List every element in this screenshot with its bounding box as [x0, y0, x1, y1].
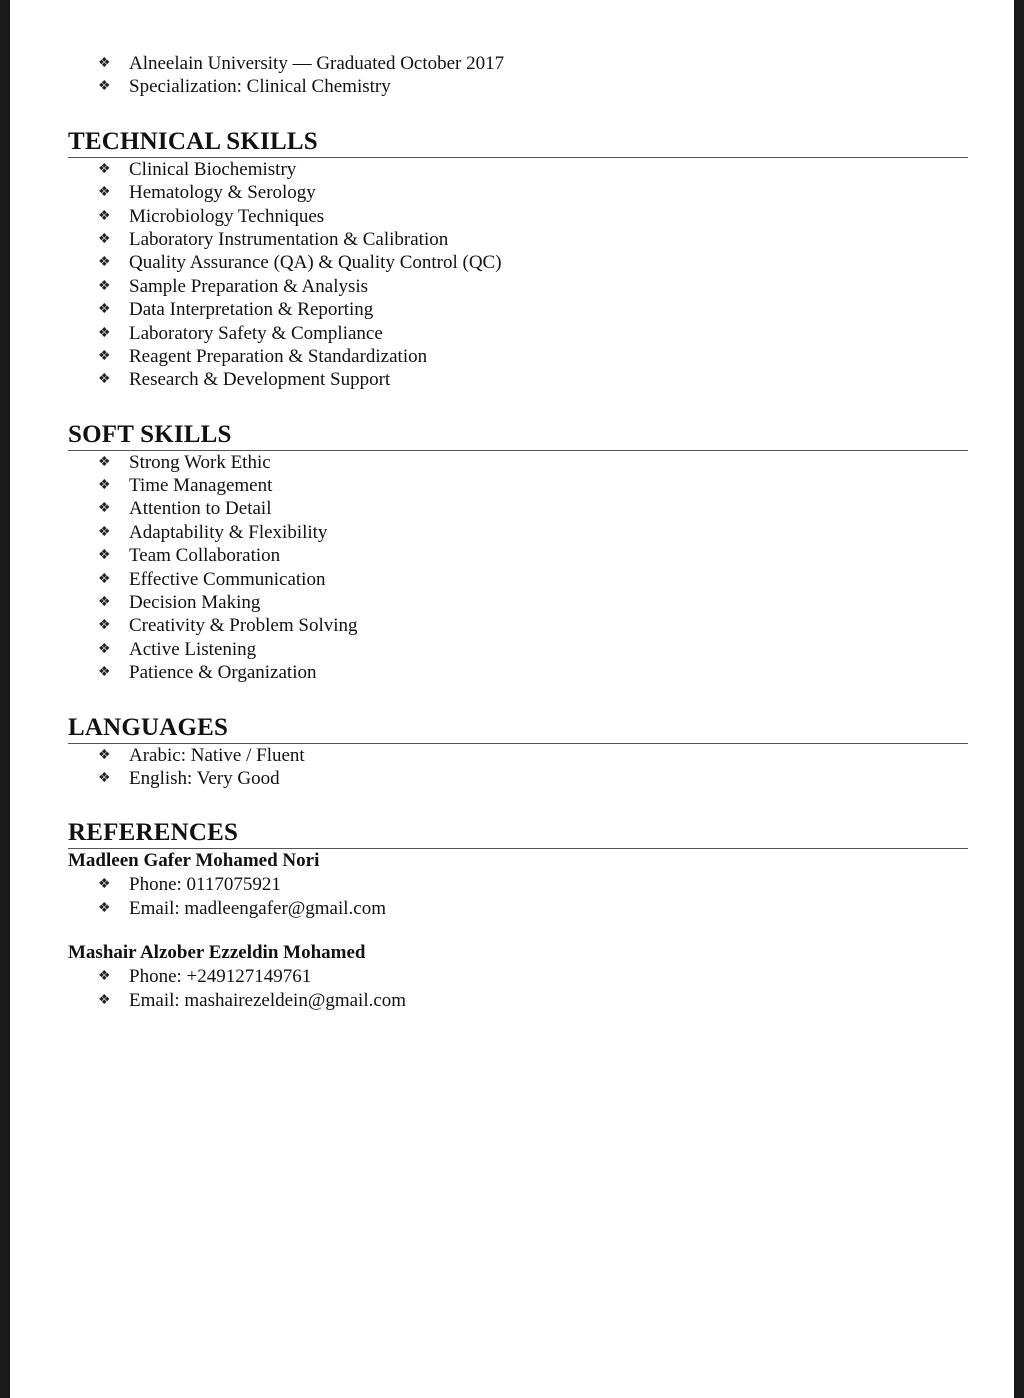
list-item — [68, 52, 968, 75]
list-item — [68, 989, 968, 1012]
reference-name: Mashair Alzober Ezzeldin Mohamed — [68, 942, 366, 964]
list-item — [68, 251, 968, 274]
list-item — [68, 497, 968, 520]
list-item — [68, 521, 968, 544]
list-item — [68, 474, 968, 497]
diamond-bullet-icon: ❖ — [98, 79, 111, 95]
section-heading: TECHNICAL SKILLS — [68, 127, 968, 158]
list-item — [68, 568, 968, 591]
skill-text: Strong Work Ethic — [129, 451, 271, 473]
document-page — [10, 0, 1014, 1398]
skill-text: Time Management — [129, 475, 273, 497]
diamond-bullet-icon: ❖ — [98, 524, 111, 540]
reference-name: Madleen Gafer Mohamed Nori — [68, 850, 320, 872]
diamond-bullet-icon: ❖ — [98, 618, 111, 634]
skill-text: Effective Communication — [129, 568, 326, 590]
diamond-bullet-icon: ❖ — [98, 548, 111, 564]
references-section — [68, 818, 968, 1012]
list-item — [68, 661, 968, 684]
soft-skills-section — [68, 420, 968, 685]
diamond-bullet-icon: ❖ — [98, 372, 111, 388]
reference-email: Email: madleengafer@gmail.com — [129, 897, 387, 919]
skill-text: Clinical Biochemistry — [129, 158, 297, 180]
skill-text: Adaptability & Flexibility — [129, 521, 328, 543]
diamond-bullet-icon: ❖ — [98, 595, 111, 611]
skill-text: Research & Development Support — [129, 369, 391, 391]
diamond-bullet-icon: ❖ — [98, 56, 111, 71]
list-item — [68, 744, 968, 767]
skill-text: Reagent Preparation & Standardization — [129, 345, 428, 367]
skill-text: Patience & Organization — [129, 662, 317, 684]
list-item — [68, 965, 968, 988]
diamond-bullet-icon: ❖ — [98, 992, 111, 1008]
list-item — [68, 275, 968, 298]
diamond-bullet-icon: ❖ — [98, 969, 111, 985]
section-heading: SOFT SKILLS — [68, 420, 968, 451]
diamond-bullet-icon: ❖ — [98, 454, 111, 470]
skill-text: Data Interpretation & Reporting — [129, 299, 374, 321]
reference-contact-list — [68, 965, 968, 1012]
skill-text: Attention to Detail — [129, 498, 272, 520]
skill-text: Laboratory Safety & Compliance — [129, 322, 383, 344]
list-item — [68, 345, 968, 368]
skill-text: Active Listening — [129, 638, 257, 660]
language-text: English: Very Good — [129, 767, 280, 789]
diamond-bullet-icon: ❖ — [98, 478, 111, 494]
reference-entry — [68, 941, 968, 1012]
diamond-bullet-icon: ❖ — [98, 185, 111, 201]
technical-skills-section — [68, 127, 968, 392]
diamond-bullet-icon: ❖ — [98, 208, 111, 224]
list-item — [68, 322, 968, 345]
reference-phone: Phone: 0117075921 — [129, 874, 281, 896]
list-item — [68, 873, 968, 896]
soft-skills-list — [68, 451, 968, 685]
list-item — [68, 897, 968, 920]
diamond-bullet-icon: ❖ — [98, 877, 111, 893]
skill-text: Sample Preparation & Analysis — [129, 275, 369, 297]
skill-text: Hematology & Serology — [129, 182, 316, 204]
list-item — [68, 638, 968, 661]
language-text: Arabic: Native / Fluent — [129, 744, 305, 766]
list-item — [68, 591, 968, 614]
diamond-bullet-icon: ❖ — [98, 747, 111, 763]
list-item — [68, 451, 968, 474]
list-item — [68, 181, 968, 204]
diamond-bullet-icon: ❖ — [98, 900, 111, 916]
education-list — [68, 52, 968, 99]
skill-text: Team Collaboration — [129, 545, 281, 567]
section-heading: REFERENCES — [68, 818, 968, 849]
education-item-text: Specialization: Clinical Chemistry — [129, 76, 391, 98]
list-item — [68, 614, 968, 637]
skill-text: Laboratory Instrumentation & Calibration — [129, 228, 449, 250]
reference-entry — [68, 849, 968, 920]
list-item — [68, 75, 968, 98]
technical-skills-list — [68, 158, 968, 392]
list-item — [68, 544, 968, 567]
diamond-bullet-icon: ❖ — [98, 770, 111, 786]
reference-phone: Phone: +249127149761 — [129, 966, 312, 988]
languages-list — [68, 744, 968, 791]
diamond-bullet-icon: ❖ — [98, 501, 111, 517]
skill-text: Decision Making — [129, 592, 261, 614]
resume-content — [68, 52, 968, 1012]
list-item — [68, 767, 968, 790]
languages-section — [68, 713, 968, 791]
list-item — [68, 205, 968, 228]
diamond-bullet-icon: ❖ — [98, 278, 111, 294]
section-heading: LANGUAGES — [68, 713, 968, 744]
diamond-bullet-icon: ❖ — [98, 641, 111, 657]
list-item — [68, 298, 968, 321]
list-item — [68, 228, 968, 251]
diamond-bullet-icon: ❖ — [98, 325, 111, 341]
diamond-bullet-icon: ❖ — [98, 231, 111, 247]
skill-text: Creativity & Problem Solving — [129, 615, 358, 637]
diamond-bullet-icon: ❖ — [98, 665, 111, 681]
reference-email: Email: mashairezeldein@gmail.com — [129, 989, 407, 1011]
list-item — [68, 368, 968, 391]
diamond-bullet-icon: ❖ — [98, 161, 111, 177]
list-item — [68, 158, 968, 181]
diamond-bullet-icon: ❖ — [98, 348, 111, 364]
education-item-text: Alneelain University — Graduated October 2017 — [129, 53, 505, 74]
diamond-bullet-icon: ❖ — [98, 255, 111, 271]
diamond-bullet-icon: ❖ — [98, 571, 111, 587]
skill-text: Microbiology Techniques — [129, 205, 325, 227]
diamond-bullet-icon: ❖ — [98, 302, 111, 318]
skill-text: Quality Assurance (QA) & Quality Control (QC) — [129, 252, 502, 274]
reference-contact-list — [68, 873, 968, 920]
